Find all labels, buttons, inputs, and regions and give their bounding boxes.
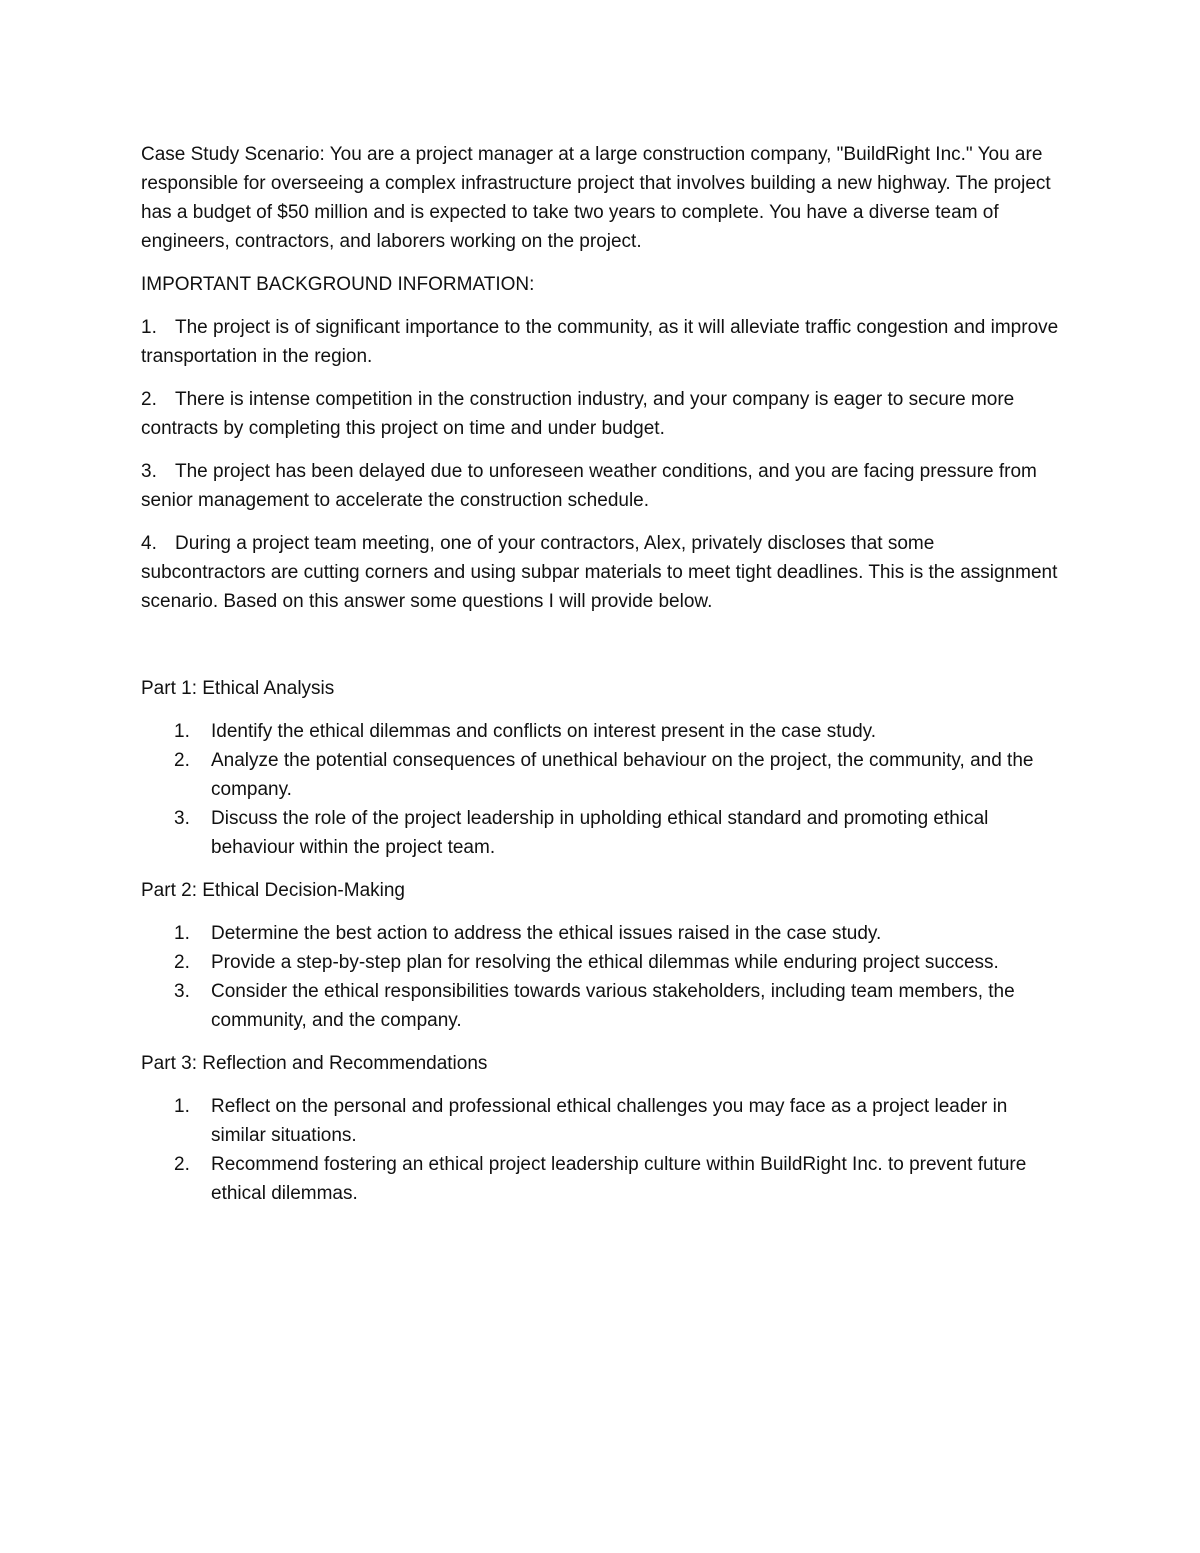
part-3-question-list [141,1092,1061,1208]
question-number: 2. [174,952,190,973]
background-item-text: During a project team meeting, one of your contractors, Alex, privately discloses that some subcontractors are cutting corners and using subpar materials to meet tight deadlines. This is the assignment scenario. Based on this answer some questions I will provide below. [141,533,1058,612]
case-study-intro: Case Study Scenario: You are a project manager at a large construction company, "BuildRight Inc." You are responsible for overseeing a complex infrastructure project that involves building a new highway. The project has a budget of $50 million and is expected to take two years to complete. You have a diverse team of engineers, contractors, and laborers working on the project. [141,144,1051,252]
question-number: 1. [174,923,190,944]
question-item [141,804,1061,862]
question-number: 1. [174,1096,190,1117]
part-2-question-list [141,919,1061,1035]
part-1-question-list [141,717,1061,862]
background-item-number: 2. [141,389,157,410]
question-item [141,919,1061,948]
question-item [141,948,1061,977]
question-text: Consider the ethical responsibilities towards various stakeholders, including team members, the community, and the company. [211,981,1015,1031]
question-text: Identify the ethical dilemmas and conflicts on interest present in the case study. [211,721,876,742]
background-item [141,457,1061,515]
background-item [141,529,1061,616]
question-number: 1. [174,721,190,742]
question-text: Recommend fostering an ethical project leadership culture within BuildRight Inc. to prevent future ethical dilemmas. [211,1154,1027,1204]
question-text: Provide a step-by-step plan for resolving the ethical dilemmas while enduring project success. [211,952,999,973]
document-body [141,140,1061,1222]
question-item [141,1092,1061,1150]
question-item [141,1150,1061,1208]
question-number: 2. [174,750,190,771]
background-item-text: The project is of significant importance to the community, as it will alleviate traffic congestion and improve transportation in the region. [141,317,1059,367]
question-number: 2. [174,1154,190,1175]
part-3-heading: Part 3: Reflection and Recommendations [141,1053,488,1074]
question-text: Analyze the potential consequences of unethical behaviour on the project, the community, and the company. [211,750,1034,800]
background-item-number: 4. [141,533,157,554]
background-item [141,385,1061,443]
background-item-text: There is intense competition in the construction industry, and your company is eager to secure more contracts by completing this project on time and under budget. [141,389,1015,439]
background-item-number: 1. [141,317,157,338]
background-heading: IMPORTANT BACKGROUND INFORMATION: [141,274,535,295]
section-spacer [141,630,1061,674]
question-text: Reflect on the personal and professional ethical challenges you may face as a project leader in similar situations. [211,1096,1008,1146]
background-item-number: 3. [141,461,157,482]
question-item [141,977,1061,1035]
background-item-text: The project has been delayed due to unforeseen weather conditions, and you are facing pressure from senior management to accelerate the construction schedule. [141,461,1037,511]
part-1-heading: Part 1: Ethical Analysis [141,678,335,699]
question-text: Discuss the role of the project leadership in upholding ethical standard and promoting ethical behaviour within the project team. [211,808,989,858]
question-number: 3. [174,981,190,1002]
question-number: 3. [174,808,190,829]
question-item [141,717,1061,746]
question-text: Determine the best action to address the ethical issues raised in the case study. [211,923,882,944]
part-2-heading: Part 2: Ethical Decision-Making [141,880,405,901]
question-item [141,746,1061,804]
background-item [141,313,1061,371]
